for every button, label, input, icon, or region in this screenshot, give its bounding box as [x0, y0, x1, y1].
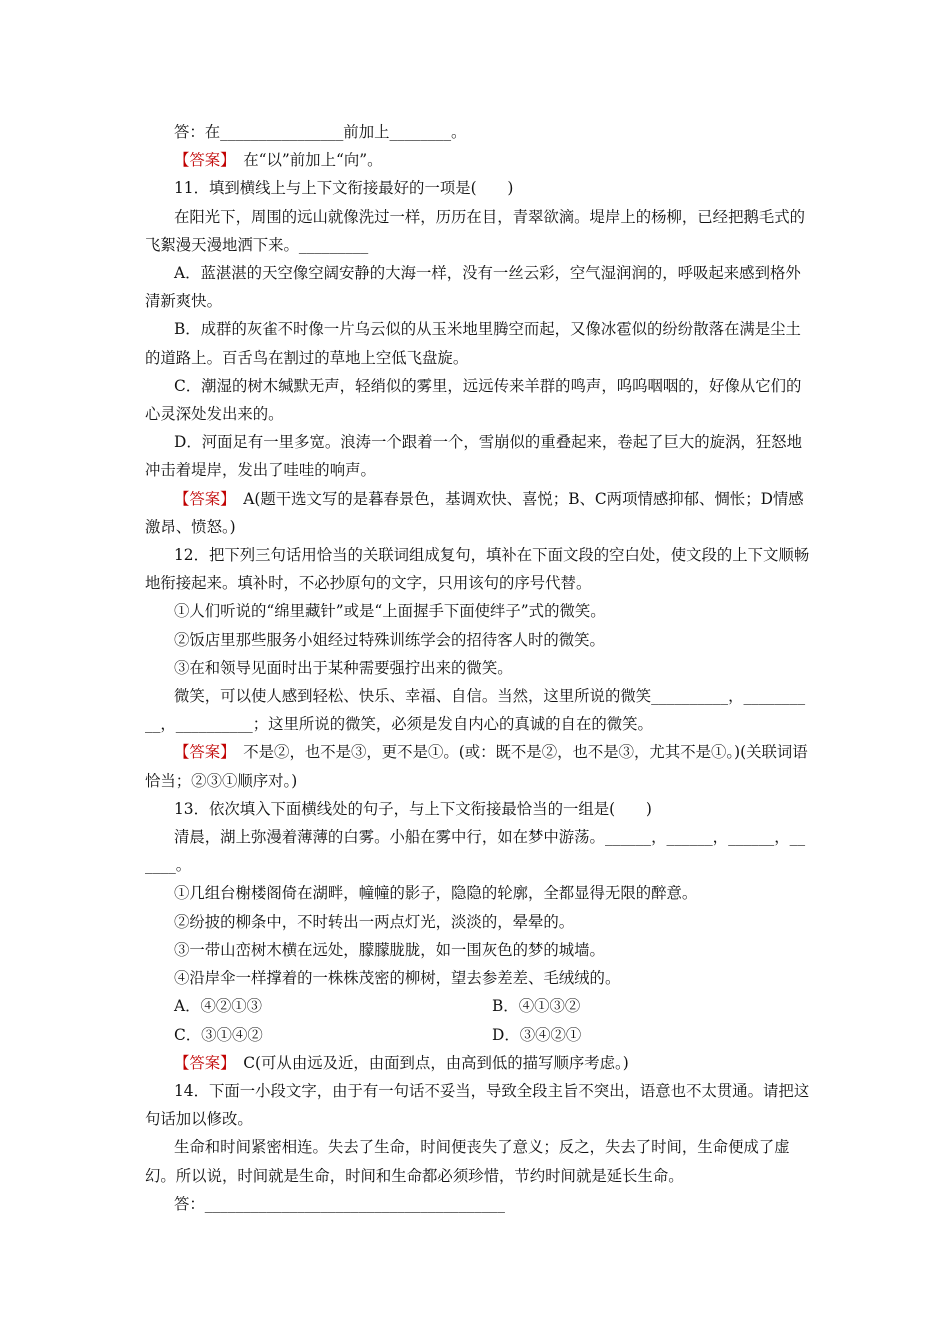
q13-passage: 清晨，湖上弥漫着薄薄的白雾。小船在雾中行，如在梦中游荡。______，______，______，______。	[145, 828, 806, 875]
q11-key	[145, 485, 810, 541]
q13-option-d: D．③④②①	[492, 1025, 582, 1044]
answer-tag: 【答案】	[174, 489, 228, 508]
document-page	[145, 118, 810, 1218]
q13-sentence-3: ③一带山峦树木横在远处，朦朦胧胧，如一围灰色的梦的城墙。	[174, 940, 605, 959]
q11-passage: 在阳光下，周围的远山就像洗过一样，历历在目，青翠欲滴。堤岸上的杨柳，已经把鹅毛式的飞絮漫天漫地洒下来。_________	[145, 207, 806, 254]
q14-stem: 14．下面一小段文字，由于有一句话不妥当，导致全段主旨不突出，语意也不太贯通。请把这句话加以修改。	[145, 1081, 810, 1129]
q10-answer-line: 答：在________________前加上________。	[174, 123, 467, 141]
q11-stem: 11．填到横线上与上下文衔接最好的一项是( )	[174, 179, 514, 198]
q12-sentence-1: ①人们听说的“绵里藏针”或是“上面握手下面使绊子”式的微笑。	[174, 602, 606, 621]
q13-key	[145, 1049, 810, 1077]
q11-option-a: A．蓝湛湛的天空像空阔安静的大海一样，没有一丝云彩，空气湿润润的，呼吸起来感到格外清新爽快。	[145, 264, 801, 311]
q13-sentence-2: ②纷披的柳条中，不时转出一两点灯光，淡淡的，晕晕的。	[174, 912, 575, 931]
q14-passage: 生命和时间紧密相连。失去了生命，时间便丧失了意义；反之，失去了时间，生命便成了虚幻。所以说，时间就是生命，时间和生命都必须珍惜，节约时间就是延长生命。	[145, 1138, 790, 1185]
q11-option-d: D．河面足有一里多宽。浪涛一个跟着一个，雪崩似的重叠起来，卷起了巨大的旋涡，狂怒地冲击着堤岸，发出了哇哇的响声。	[145, 433, 802, 480]
q13-option-b: B．④①③②	[492, 997, 581, 1016]
answer-text: 在“以”前加上“向”。	[227, 151, 383, 170]
answer-text: 不是②，也不是③，更不是①。(或：既不是②，也不是③，尤其不是①。)(关联词语恰当；②③①顺序对。)	[145, 743, 808, 790]
q11-option-c: C．潮湿的树木缄默无声，轻绡似的雾里，远远传来羊群的鸣声，呜呜咽咽的，好像从它们的心灵深处发出来的。	[145, 376, 802, 424]
q13-sentence-1: ①几组台榭楼阁倚在湖畔，幢幢的影子，隐隐的轮廓，全都显得无限的醉意。	[174, 884, 698, 903]
answer-text: C(可从由远及近，由面到点，由高到低的描写顺序考虑。)	[227, 1053, 629, 1072]
q10-key	[145, 146, 810, 174]
answer-tag: 【答案】	[174, 743, 228, 762]
q12-key	[145, 738, 810, 794]
q13-option-c: C．③①④②	[174, 1025, 263, 1044]
q13-options-row-2	[145, 1021, 810, 1049]
answer-text: A(题干选文写的是暮春景色，基调欢快、喜悦；B、C两项情感抑郁、惆怅；D情感激昂、愤怒。)	[145, 489, 804, 536]
q13-options-row-1	[145, 992, 810, 1020]
q13-option-a: A．④②①③	[174, 997, 263, 1016]
q14-answer-line: 答：_______________________________________	[174, 1194, 505, 1213]
q11-option-b: B．成群的灰雀不时像一片乌云似的从玉米地里腾空而起，又像冰雹似的纷纷散落在满是尘土的道路上。百舌鸟在割过的草地上空低飞盘旋。	[145, 320, 801, 367]
q13-sentence-4: ④沿岸伞一样撑着的一株株茂密的柳树，望去参差差、毛绒绒的。	[174, 969, 621, 988]
q13-stem: 13．依次填入下面横线处的句子，与上下文衔接最恰当的一组是( )	[174, 799, 652, 818]
answer-tag: 【答案】	[174, 151, 228, 170]
answer-tag: 【答案】	[174, 1053, 228, 1072]
q12-sentence-2: ②饭店里那些服务小姐经过特殊训练学会的招待客人时的微笑。	[174, 630, 605, 649]
q12-stem: 12．把下列三句话用恰当的关联词组成复句，填补在下面文段的空白处，使文段的上下文顺畅地衔接起来。填补时，不必抄原句的文字，只用该句的序号代替。	[145, 546, 810, 593]
q12-passage: 微笑，可以使人感到轻松、快乐、幸福、自信。当然，这里所说的微笑__________，__________，__________；这里所说的微笑，必须是发自内心的真诚的自在的微笑。	[145, 687, 806, 734]
q12-sentence-3: ③在和领导见面时出于某种需要强拧出来的微笑。	[174, 658, 513, 677]
